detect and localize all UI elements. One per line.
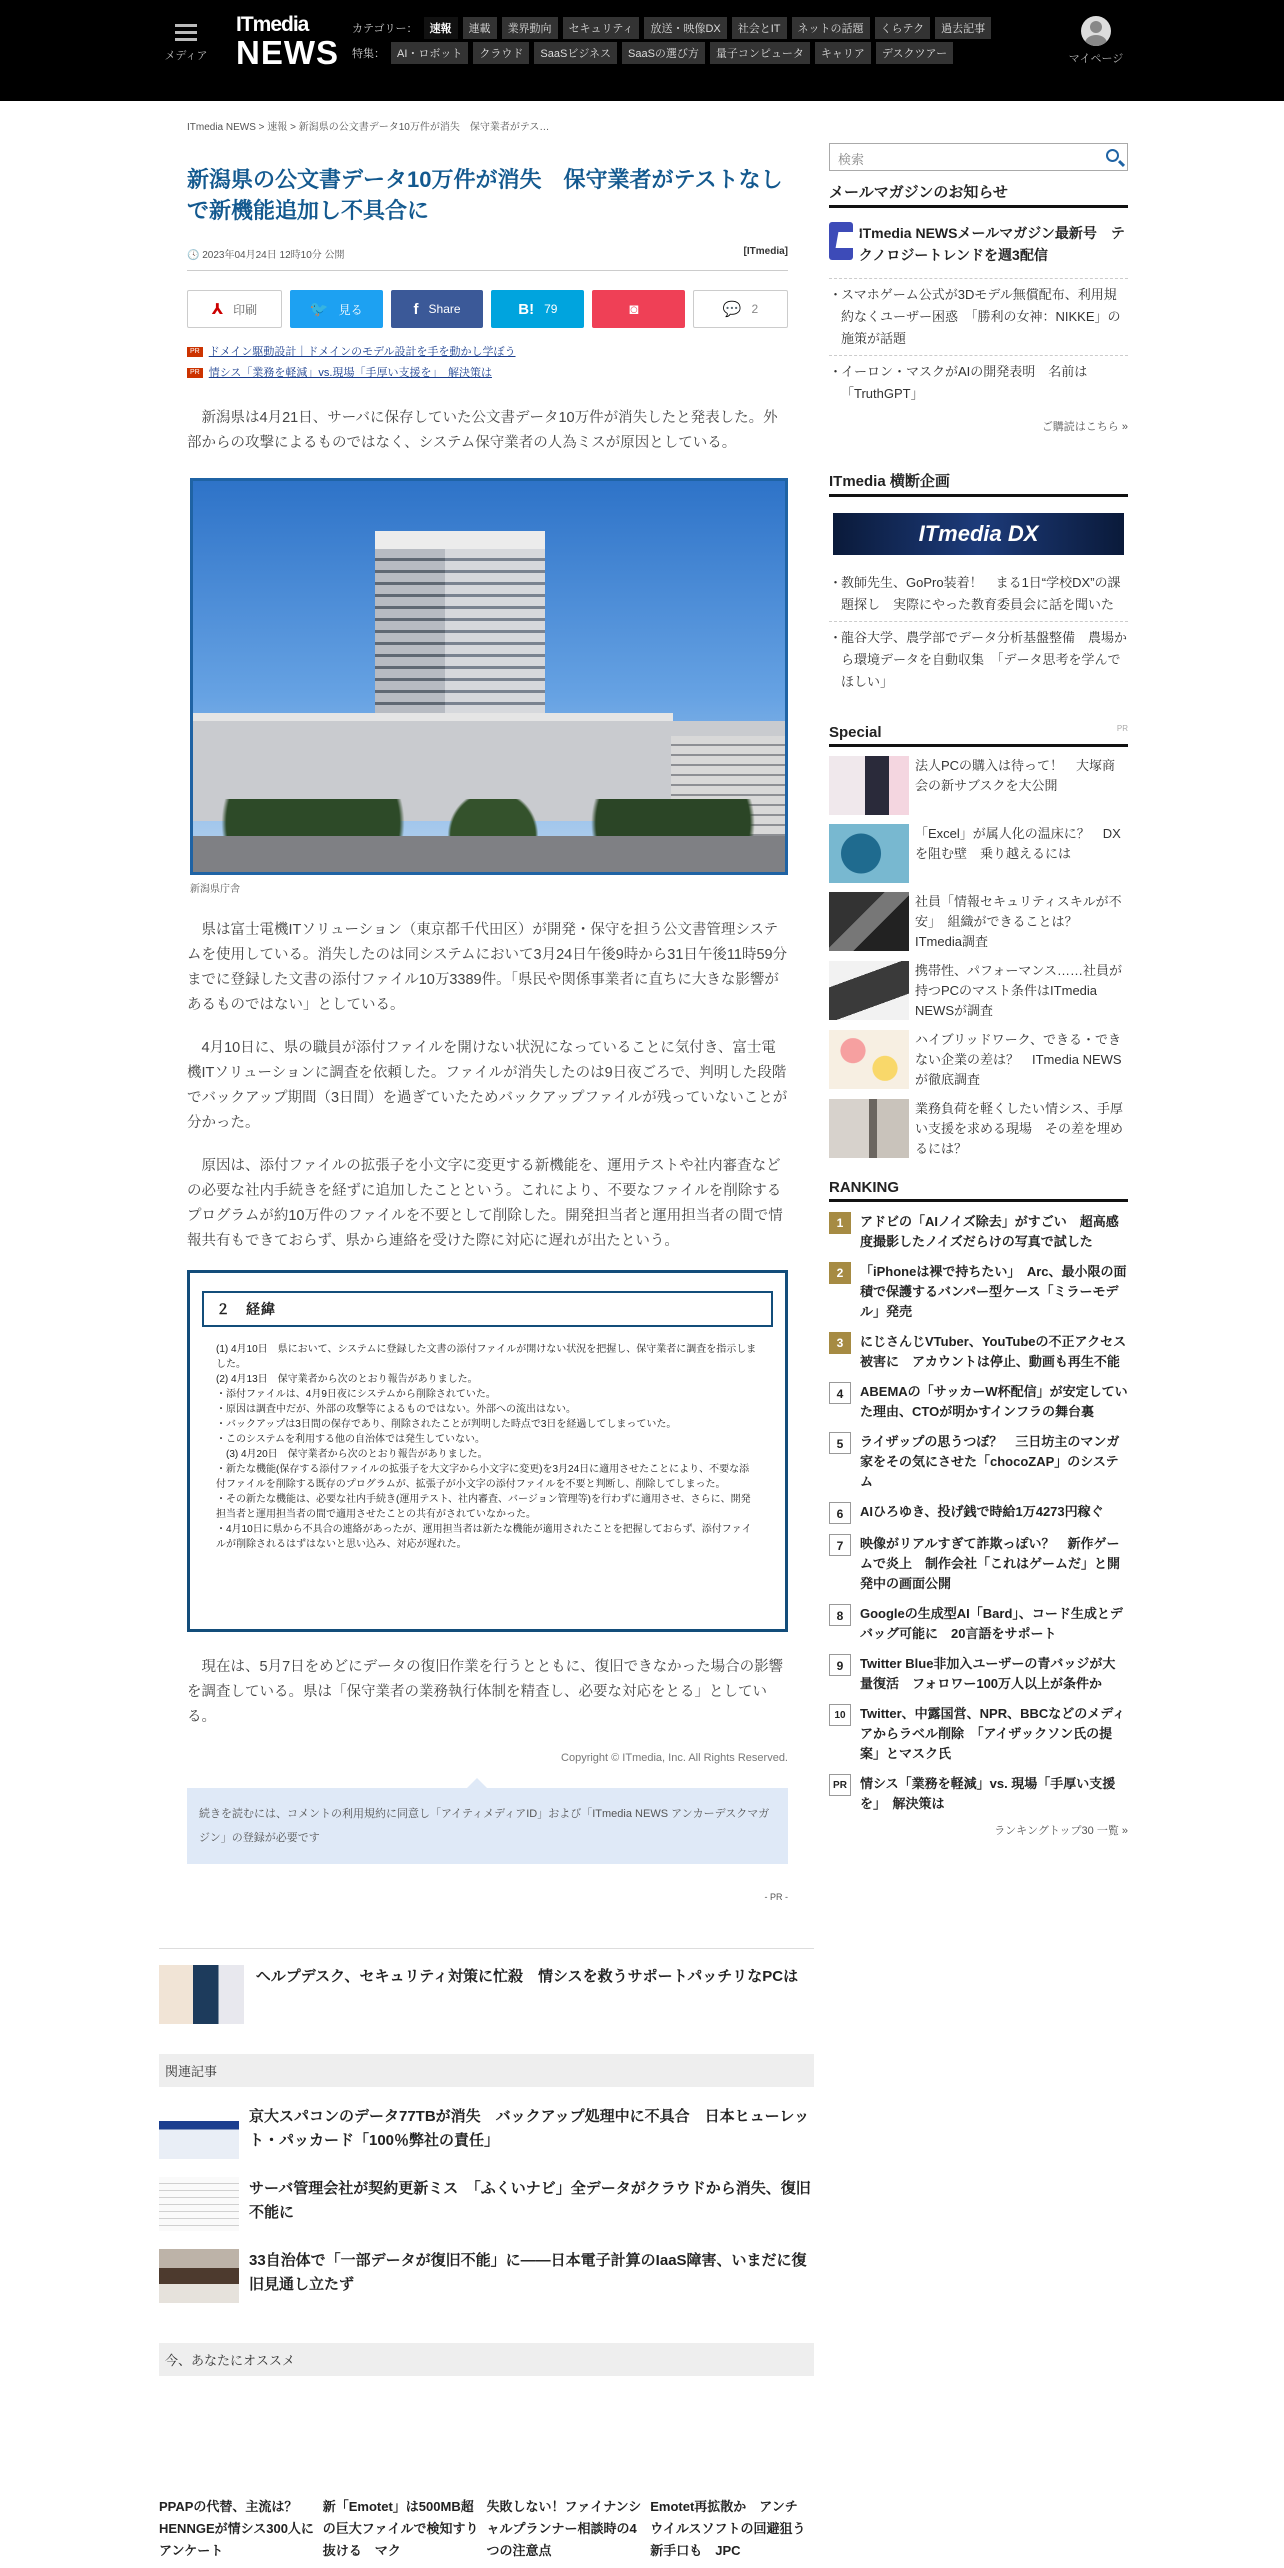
category-tag[interactable]: くらテク xyxy=(875,17,931,39)
feature-tag[interactable]: 量子コンピュータ xyxy=(710,42,810,64)
rank-title[interactable]: Googleの生成型AI「Bard」、コード生成とデバッグ可能に 20言語をサポート xyxy=(860,1606,1123,1641)
special-heading xyxy=(829,724,1128,747)
rank-title[interactable]: ABEMAの「サッカーW杯配信」が安定していた理由、CTOが明かすインフラの舞台裏 xyxy=(860,1384,1128,1419)
article-paragraph: 現在は、5月7日をめどにデータの復旧作業を行うとともに、復旧できなかった場合の影響を調査している。県は「保守業者の業務執行体制を精査し、必要な対応をとる」としている。 xyxy=(187,1659,784,1725)
doc-line: ・その新たな機能は、必要な社内手続き(運用テスト、社内審査、バージョン管理等)を行わずに適用させ、さらに、開発担当者と運用担当者の間で適用させたことの共有がされていなかった。 xyxy=(216,1494,751,1520)
share-bar xyxy=(187,290,788,328)
ranking-item[interactable] xyxy=(829,1382,1128,1422)
category-label: カテゴリー： xyxy=(352,23,418,35)
feature-label: 特集： xyxy=(352,48,385,60)
category-tag[interactable]: 放送・映像DX xyxy=(644,17,726,39)
special-pr: PR xyxy=(1116,724,1128,733)
search-input[interactable] xyxy=(829,143,1128,171)
hatena-icon: B! xyxy=(518,300,535,318)
doc-heading: ２ 経緯 xyxy=(202,1291,773,1327)
category-tag[interactable]: 業界動向 xyxy=(502,17,558,39)
rank-number: 7 xyxy=(829,1534,851,1556)
special-thumbnail xyxy=(829,892,909,951)
ad-item[interactable] xyxy=(159,1948,814,2024)
special-title[interactable]: 業務負荷を軽くしたい情シス、手厚い支援を求める現場 その差を埋めるには？ xyxy=(915,1101,1124,1156)
facebook-icon: f xyxy=(413,300,419,318)
rank-title[interactable]: ライザップの思うつぼ？ 三日坊主のマンガ家をその気にさせた「chocoZAP」のシステム xyxy=(860,1434,1120,1489)
ranking-item[interactable] xyxy=(829,1262,1128,1322)
doc-line: ・原因は調査中だが、外部の攻撃等によるものではない。外部への流出はない。 xyxy=(216,1404,576,1415)
rank-title[interactable]: Twitter、中露国営、NPR、BBCなどのメディアからラベル削除 「アイザックソン氏の提案」とマスク氏 xyxy=(860,1706,1126,1761)
print-button[interactable] xyxy=(187,290,282,328)
rank-number: 3 xyxy=(829,1332,851,1354)
recommend-item[interactable]: Emotet再拡散か アンチウイルスソフトの回避狙う新手口も JPC xyxy=(650,2499,806,2558)
publish-date-text: 2023年04月24日 12時10分 公開 xyxy=(202,250,345,261)
category-tag[interactable]: ネットの話題 xyxy=(792,17,870,39)
ranking-item[interactable] xyxy=(829,1502,1128,1524)
pr-badge: PR xyxy=(187,368,203,378)
publish-date: 🕓 2023年04月24日 12時10分 公開 xyxy=(187,250,345,261)
pr-link-item[interactable] xyxy=(187,363,788,384)
related-title[interactable]: 京大スパコンのデータ77TBが消失 バックアップ処理中に不具合 日本ヒューレット・パッカード「100％弊社の責任」 xyxy=(249,2108,810,2149)
ad-thumbnail xyxy=(159,1965,244,2024)
hatena-button[interactable] xyxy=(491,290,584,328)
rank-number: 4 xyxy=(829,1382,851,1404)
site-logo[interactable] xyxy=(236,14,339,69)
search-placeholder: 検索 xyxy=(838,152,865,167)
print-label: 印刷 xyxy=(233,302,258,317)
search-icon[interactable] xyxy=(1106,149,1119,162)
project-list xyxy=(829,567,1128,698)
feature-nav xyxy=(352,42,958,64)
rank-number: 1 xyxy=(829,1212,851,1234)
twitter-button[interactable] xyxy=(290,290,383,328)
hatena-count: 79 xyxy=(544,302,558,316)
pr-links xyxy=(187,342,788,384)
rank-title[interactable]: Twitter Blue非加入ユーザーの青バッジが大量復活 フォロワー100万人以上が条件か xyxy=(860,1656,1116,1691)
article-photo xyxy=(190,478,788,895)
comment-icon: 💬 xyxy=(722,301,742,318)
subscribe-link[interactable]: ご購読はこちら » xyxy=(1041,421,1128,433)
dx-banner[interactable]: ITmedia DX xyxy=(833,513,1124,555)
doc-line: ・新たな機能(保存する添付ファイルの拡張子を大文字から小文字に変更)を3月24日に適用させたことにより、不要な添付ファイルを削除する既存のプログラムが、拡張子が小文字の添付ファイルを不要と判断し、削除してしまった。 xyxy=(216,1464,750,1490)
rank-number: 10 xyxy=(829,1704,851,1726)
recommend-item[interactable]: 新「Emotet」は500MB超の巨大ファイルで検知すり抜ける マク xyxy=(322,2499,479,2558)
special-thumbnail xyxy=(829,1030,909,1089)
breadcrumb[interactable]: ITmedia NEWS > 速報 > 新潟県の公文書データ10万件が消失 保守業者がテス… xyxy=(187,122,550,133)
special-title[interactable]: 法人PCの購入は待って！ 大塚商会の新サブスクを大公開 xyxy=(915,758,1116,793)
article-meta xyxy=(187,246,788,271)
ranking-item[interactable] xyxy=(829,1432,1128,1492)
related-item[interactable] xyxy=(159,2177,814,2231)
ranking-item[interactable] xyxy=(829,1604,1128,1644)
article-paragraph: 県は富士電機ITソリューション（東京都千代田区）が開発・保守を担う公文書管理システムを使用している。消失したのは同システムにおいて3月24日午後9時から31日午後11時59分までに登録した文書の添付ファイル10万3389件。「県民や関係事業者に直ちに大きな影響があるものではない」としている。 xyxy=(187,922,788,1013)
pr-badge: PR xyxy=(187,347,203,357)
print-icon: ⅄ xyxy=(211,301,224,318)
pr-link[interactable]: ドメイン駆動設計｜ドメインのモデル設計を手を動かし学ぼう xyxy=(208,346,516,358)
feature-tag[interactable]: SaaSの選び方 xyxy=(622,42,705,64)
doc-line: (1) 4月10日 県において、システムに登録した文書の添付ファイルが開けない状況を把握し、保守業者に調査を指示しました。 xyxy=(216,1344,757,1370)
ranking-more-link[interactable]: ランキングトップ30 一覧 » xyxy=(994,1825,1128,1837)
special-title: Special xyxy=(829,724,882,741)
ranking-item[interactable] xyxy=(829,1534,1128,1594)
facebook-button[interactable] xyxy=(391,290,484,328)
feature-tag[interactable]: クラウド xyxy=(473,42,529,64)
doc-line: ・バックアップは3日間の保存であり、削除されたことが判明した時点で3日を経過してしまっていた。 xyxy=(216,1419,677,1430)
mypage-label: マイページ xyxy=(1068,53,1124,65)
special-item[interactable] xyxy=(829,892,1128,952)
facebook-label: Share xyxy=(428,302,461,316)
doc-line: ・添付ファイルは、4月9日夜にシステムから削除されていた。 xyxy=(216,1389,496,1400)
feature-tag[interactable]: キャリア xyxy=(815,42,871,64)
category-tag[interactable]: 連載 xyxy=(463,17,497,39)
comment-button[interactable] xyxy=(693,290,788,328)
pr-tag: - PR - xyxy=(764,1892,788,1902)
related-heading: 関連記事 xyxy=(159,2054,814,2087)
ranking-item[interactable] xyxy=(829,1212,1128,1252)
article-paragraph: 新潟県は4月21日、サーバに保存していた公文書データ10万件が消失したと発表した。外部からの攻撃によるものではなく、システム保守業者の人為ミスが原因としている。 xyxy=(187,410,778,451)
comment-count: 2 xyxy=(751,302,759,316)
special-title[interactable]: 携帯性、パフォーマンス……社員が持つPCのマスト条件はITmedia NEWSが調査 xyxy=(915,963,1122,1018)
copyright: Copyright © ITmedia, Inc. All Rights Reserved. xyxy=(561,1752,788,1764)
recommend-list xyxy=(159,2496,814,2562)
ranking-item[interactable] xyxy=(829,1704,1128,1764)
feature-tag[interactable]: SaaSビジネス xyxy=(534,42,617,64)
rank-title[interactable]: AIひろゆき、投げ銭で時給1万4273円稼ぐ xyxy=(860,1504,1104,1519)
mailmag-feature[interactable] xyxy=(829,222,1128,266)
feature-tag[interactable]: デスクツアー xyxy=(876,42,953,64)
photo-caption: 新潟県庁舎 xyxy=(190,884,240,895)
doc-line: (3) 4月20日 保守業者から次のとおり報告がありました。 xyxy=(216,1449,488,1460)
category-tag[interactable]: 社会とIT xyxy=(732,17,787,39)
special-title[interactable]: ハイブリッドワーク、できる・できない企業の差は？ ITmedia NEWSが徹底調査 xyxy=(915,1032,1122,1087)
special-item[interactable] xyxy=(829,961,1128,1021)
mailmag-list xyxy=(829,278,1128,410)
mail-icon xyxy=(829,222,853,260)
related-thumbnail xyxy=(159,2177,239,2231)
special-thumbnail xyxy=(829,1099,909,1158)
pocket-button[interactable] xyxy=(592,290,685,328)
related-thumbnail xyxy=(159,2249,239,2303)
logo-top: ITmedia xyxy=(236,13,309,36)
category-nav xyxy=(352,17,996,39)
rank-title[interactable]: にじさんじVTuber、YouTubeの不正アクセス被害に アカウントは停止、動画も再生不能 xyxy=(860,1334,1127,1369)
ad-title[interactable]: ヘルプデスク、セキュリティ対策に忙殺 情シスを救うサポートパッチリなPCは xyxy=(255,1968,799,1985)
project-item[interactable]: ・ 教師先生、GoPro装着！ まる1日“学校DX”の課題探し 実際にやった教育委員会に話を聞いた xyxy=(829,567,1128,621)
mailmag-item[interactable]: ・ イーロン・マスクがAIの開発表明 名前は「TruthGPT」 xyxy=(829,355,1128,410)
logo-bottom: NEWS xyxy=(236,34,339,71)
category-tag[interactable]: 過去記事 xyxy=(935,17,991,39)
menu-icon xyxy=(175,24,197,41)
recommend-item[interactable]: 失敗しない！ファイナンシャルプランナー相談時の4つの注意点 xyxy=(486,2499,642,2558)
doc-line: (2) 4月13日 保守業者から次のとおり報告がありました。 xyxy=(216,1374,478,1385)
category-tag[interactable]: セキュリティ xyxy=(563,17,640,39)
related-title[interactable]: 33自治体で「一部データが復旧不能」に――日本電子計算のIaaS障害、いまだに復旧見通し立たず xyxy=(249,2252,807,2293)
special-title[interactable]: 社員「情報セキュリティスキルが不安」 組織ができることは？ ITmedia調査 xyxy=(915,894,1122,949)
special-item[interactable] xyxy=(829,756,1128,815)
related-item[interactable] xyxy=(159,2105,814,2159)
rank-title[interactable]: 映像がリアルすぎて詐欺っぽい？ 新作ゲームで炎上 制作会社「これはゲームだ」と開発中の画面公開 xyxy=(860,1536,1121,1591)
category-tag[interactable]: 速報 xyxy=(424,17,458,39)
special-title[interactable]: 「Excel」が属人化の温床に？ DXを阻む壁 乗り越えるには xyxy=(915,826,1121,861)
rank-number: 2 xyxy=(829,1262,851,1284)
rank-number: PR xyxy=(829,1774,851,1796)
sidebar xyxy=(829,143,1128,1838)
twitter-label: 見る xyxy=(338,302,363,317)
related-item[interactable] xyxy=(159,2249,814,2303)
rank-title[interactable]: 情シス「業務を軽減」vs. 現場「手厚い支援を」 解決策は xyxy=(860,1776,1116,1811)
ranking-item[interactable] xyxy=(829,1774,1128,1814)
doc-line: ・4月10日に県から不具合の連絡があったが、運用担当者は新たな機能が適用されたことを把握しておらず、添付ファイルが削除されるはずはないと思い込み、対応が遅れた。 xyxy=(216,1524,752,1550)
project-item[interactable]: ・ 龍谷大学、農学部でデータ分析基盤整備 農場から環境データを自動収集 「データ思考を学んでほしい」 xyxy=(829,621,1128,698)
article-main xyxy=(187,118,788,1902)
ranking-list xyxy=(829,1212,1128,1814)
lower-content xyxy=(159,1948,814,2562)
ranking-item[interactable] xyxy=(829,1654,1128,1694)
project-heading: ITmedia 横断企画 xyxy=(829,470,1128,497)
rank-number: 8 xyxy=(829,1604,851,1626)
pr-link[interactable]: 情シス「業務を軽減」vs.現場「手厚い支援を」 解決策は xyxy=(208,367,492,379)
special-thumbnail xyxy=(829,756,909,815)
related-title[interactable]: サーバ管理会社が契約更新ミス 「ふくいナビ」全データがクラウドから消失、復旧不能に xyxy=(249,2180,811,2221)
article-source: [ITmedia] xyxy=(743,246,788,257)
press-release-image xyxy=(187,1270,788,1632)
doc-line: ・このシステムを利用する他の自治体では発生していない。 xyxy=(216,1434,485,1445)
ranking-heading: RANKING xyxy=(829,1179,1128,1202)
continue-note: 続きを読むには、コメントの利用規約に同意し「アイティメディアID」および「ITmedia NEWS アンカーデスクマガジン」の登録が必要です xyxy=(187,1788,788,1864)
related-thumbnail xyxy=(159,2105,239,2159)
rank-number: 6 xyxy=(829,1502,851,1524)
twitter-icon: 🐦 xyxy=(309,301,329,318)
mypage-button[interactable] xyxy=(1066,16,1126,66)
rank-number: 9 xyxy=(829,1654,851,1676)
feature-tag[interactable]: AI・ロボット xyxy=(391,42,468,64)
prefectural-office-photo xyxy=(190,478,788,875)
doc-body xyxy=(202,1342,773,1552)
article-paragraph: 原因は、添付ファイルの拡張子を小文字に変更する新機能を、運用テストや社内審査などの必要な社内手続きを経ずに追加したことという。これにより、不要なファイルを削除するプログラムが約10万件のファイルを不要として削除した。開発担当者と運用担当者の間で情報共有もできておらず、県から連絡を受けた際に対応に遅れが出たという。 xyxy=(187,1158,783,1249)
menu-button[interactable] xyxy=(163,20,209,63)
mailmag-item[interactable]: ・ スマホゲーム公式が3Dモデル無償配布、利用規約なくユーザー困惑 「勝利の女神：NIKKE」の施策が話題 xyxy=(829,278,1128,355)
pocket-icon: ◙ xyxy=(629,300,639,318)
pr-link-item[interactable] xyxy=(187,342,788,363)
special-thumbnail xyxy=(829,824,909,883)
mailmag-title[interactable]: ITmedia NEWSメールマガジン最新号 テクノロジートレンドを週3配信 xyxy=(858,225,1125,263)
special-thumbnail xyxy=(829,961,909,1020)
special-item[interactable] xyxy=(829,1099,1128,1159)
article-paragraph: 4月10日に、県の職員が添付ファイルを開けない状況になっていることに気付き、富士電機ITソリューションに調査を依頼した。ファイルが消失したのは9日夜ごろで、判明した段階でバックアップ期間（3日間）を過ぎていたためバックアップファイルが残っていないことが分かった。 xyxy=(187,1040,788,1131)
recommend-heading: 今、あなたにオススメ xyxy=(159,2343,814,2376)
rank-number: 5 xyxy=(829,1432,851,1454)
mailmag-heading: メールマガジンのお知らせ xyxy=(829,181,1128,208)
user-icon xyxy=(1081,16,1111,46)
special-item[interactable] xyxy=(829,1030,1128,1090)
site-header xyxy=(0,0,1284,101)
recommend-item[interactable]: PPAPの代替、主流は？ HENNGEが情シス300人にアンケート xyxy=(159,2499,314,2558)
special-item[interactable] xyxy=(829,824,1128,883)
rank-title[interactable]: アドビの「AIノイズ除去」がすごい 超高感度撮影したノイズだらけの写真で試した xyxy=(860,1214,1119,1249)
ranking-item[interactable] xyxy=(829,1332,1128,1372)
article-title: 新潟県の公文書データ10万件が消失 保守業者がテストなしで新機能追加し不具合に xyxy=(187,167,783,223)
rank-title[interactable]: 「iPhoneは裸で持ちたい」 Arc、最小限の面積で保護するバンパー型ケース「ミラーモデル」発売 xyxy=(860,1264,1127,1319)
menu-label: メディア xyxy=(164,50,208,62)
